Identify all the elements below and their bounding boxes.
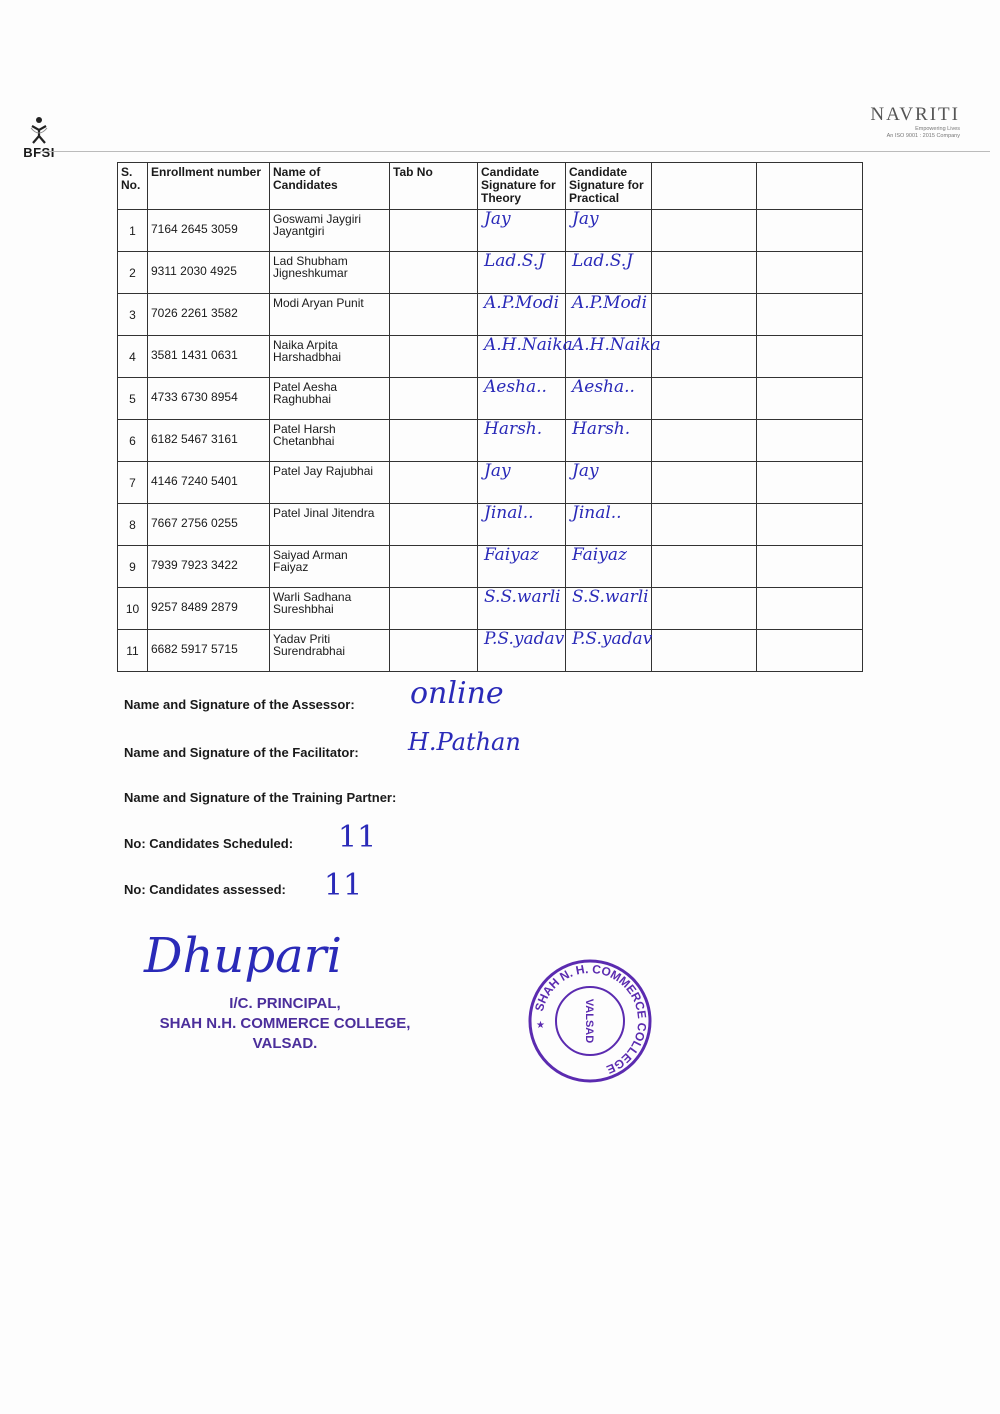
svg-text:VALSAD: VALSAD <box>583 998 595 1044</box>
bfsi-logo <box>14 116 64 160</box>
enrollment-cell: 6682 5917 5715 <box>148 630 270 672</box>
table-row <box>118 378 863 420</box>
sno-cell: 9 <box>118 546 148 588</box>
theory-signature-cell <box>478 294 566 336</box>
blank-cell <box>652 588 757 630</box>
blank-cell <box>757 630 863 672</box>
theory-signature-cell <box>478 335 573 378</box>
handwritten-signature: Jinal.. <box>484 503 534 523</box>
table-row <box>118 588 863 630</box>
candidate-name-cell: Naika Arpita Harshadbhai <box>270 336 390 378</box>
navriti-logo-text: NAVRITI <box>870 104 960 125</box>
practical-signature-cell <box>566 210 652 252</box>
handwritten-signature: Lad.S.J <box>484 251 545 271</box>
candidate-name-cell: Warli Sadhana Sureshbhai <box>270 588 390 630</box>
blank-cell <box>652 420 757 462</box>
col-header-tab: Tab No <box>390 163 478 210</box>
handwritten-signature: Jinal.. <box>572 503 622 523</box>
handwritten-signature: Aesha.. <box>572 377 635 397</box>
table-row <box>118 210 863 252</box>
tab-no-cell <box>390 252 478 294</box>
candidate-name-cell: Patel Jinal Jitendra <box>270 504 390 546</box>
enrollment-cell: 4146 7240 5401 <box>148 462 270 504</box>
enrollment-cell: 7667 2756 0255 <box>148 504 270 546</box>
candidate-name-cell: Goswami Jaygiri Jayantgiri <box>270 210 390 252</box>
bfsi-logo-text: BFSI <box>23 145 55 160</box>
handwritten-signature: Jay <box>572 209 599 229</box>
sno-cell: 1 <box>118 210 148 252</box>
sno-cell: 8 <box>118 504 148 546</box>
blank-cell <box>757 294 863 336</box>
blank-cell <box>757 462 863 504</box>
theory-signature-cell <box>478 546 566 588</box>
candidate-name-cell: Patel Jay Rajubhai <box>270 462 390 504</box>
table-row <box>118 504 863 546</box>
enrollment-cell: 4733 6730 8954 <box>148 378 270 420</box>
blank-cell <box>757 252 863 294</box>
blank-cell <box>652 504 757 546</box>
sno-cell: 11 <box>118 630 148 672</box>
enrollment-cell: 3581 1431 0631 <box>148 336 270 378</box>
assessor-signature: online <box>410 676 504 711</box>
handwritten-signature: Faiyaz <box>572 545 627 565</box>
handwritten-signature: P.S.yadav <box>572 629 653 649</box>
col-header-theory-signature: Candidate Signature for Theory <box>478 163 566 210</box>
handwritten-signature: Jay <box>572 461 599 481</box>
tab-no-cell <box>390 462 478 504</box>
col-header-name: Name of Candidates <box>270 163 390 210</box>
blank-cell <box>757 504 863 546</box>
sno-cell: 4 <box>118 336 148 378</box>
tab-no-cell <box>390 546 478 588</box>
candidate-name-cell: Saiyad Arman Faiyaz <box>270 546 390 588</box>
theory-signature-cell <box>478 252 566 294</box>
practical-signature-cell <box>566 462 652 504</box>
col-header-sno: S. No. <box>118 163 148 210</box>
table-row <box>118 462 863 504</box>
col-header-enrollment: Enrollment number <box>148 163 270 210</box>
principal-signature: Dhupari <box>144 928 342 984</box>
bfsi-figure-icon <box>28 116 50 144</box>
candidate-name-cell: Modi Aryan Punit <box>270 294 390 336</box>
blank-cell <box>757 378 863 420</box>
header-divider <box>40 151 990 152</box>
blank-cell <box>757 588 863 630</box>
col-header-blank-2 <box>757 163 863 210</box>
sno-cell: 3 <box>118 294 148 336</box>
blank-cell <box>757 546 863 588</box>
table-row <box>118 420 863 462</box>
candidate-table <box>117 162 863 672</box>
table-row <box>118 630 863 672</box>
college-name: SHAH N.H. COMMERCE COLLEGE, <box>159 1015 411 1032</box>
scheduled-count: 11 <box>338 820 377 855</box>
enrollment-cell: 7026 2261 3582 <box>148 294 270 336</box>
enrollment-cell: 9311 2030 4925 <box>148 252 270 294</box>
handwritten-signature: A.P.Modi <box>484 293 560 313</box>
sno-cell: 6 <box>118 420 148 462</box>
theory-signature-cell <box>478 588 566 630</box>
practical-signature-cell <box>566 420 652 462</box>
enrollment-cell: 6182 5467 3161 <box>148 420 270 462</box>
blank-cell <box>757 210 863 252</box>
handwritten-signature: Jay <box>484 209 511 229</box>
handwritten-signature: Harsh. <box>572 419 631 439</box>
blank-cell <box>652 630 757 672</box>
practical-signature-cell <box>566 294 652 336</box>
blank-cell <box>652 378 757 420</box>
sno-cell: 2 <box>118 252 148 294</box>
table-row <box>118 546 863 588</box>
navriti-iso-text: An ISO 9001 : 2015 Company <box>886 133 960 139</box>
handwritten-signature: Aesha.. <box>484 377 547 397</box>
practical-signature-cell <box>566 378 652 420</box>
col-header-practical-signature: Candidate Signature for Practical <box>566 163 652 210</box>
table-row <box>118 294 863 336</box>
tab-no-cell <box>390 420 478 462</box>
handwritten-signature: P.S.yadav <box>484 629 565 649</box>
theory-signature-cell <box>478 630 566 672</box>
blank-cell <box>652 210 757 252</box>
enrollment-cell: 7939 7923 3422 <box>148 546 270 588</box>
practical-signature-cell <box>566 504 652 546</box>
sno-cell: 10 <box>118 588 148 630</box>
college-seal <box>520 958 660 1084</box>
candidate-name-cell: Lad Shubham Jigneshkumar <box>270 252 390 294</box>
practical-signature-cell <box>566 588 652 630</box>
candidate-name-cell: Patel Harsh Chetanbhai <box>270 420 390 462</box>
principal-title: I/C. PRINCIPAL, <box>229 995 341 1012</box>
blank-cell <box>652 336 757 378</box>
blank-cell <box>652 546 757 588</box>
enrollment-cell: 9257 8489 2879 <box>148 588 270 630</box>
blank-cell <box>652 294 757 336</box>
handwritten-signature: Jay <box>484 461 511 481</box>
principal-stamp <box>140 930 430 1070</box>
table-row <box>118 252 863 294</box>
tab-no-cell <box>390 588 478 630</box>
svg-text:★: ★ <box>536 1020 545 1031</box>
table-row <box>118 336 863 378</box>
handwritten-signature: Lad.S.J <box>572 251 633 271</box>
assessed-label: No: Candidates assessed: <box>124 882 286 897</box>
theory-signature-cell <box>478 420 566 462</box>
practical-signature-cell <box>566 630 652 672</box>
handwritten-signature: A.H.Naika <box>484 335 573 355</box>
theory-signature-cell <box>478 462 566 504</box>
college-seal-graphic <box>520 958 660 1084</box>
handwritten-signature: Harsh. <box>484 419 543 439</box>
practical-signature-cell <box>566 252 652 294</box>
handwritten-signature: S.S.warli <box>572 587 649 607</box>
navriti-tagline: Empowering Lives <box>915 126 960 132</box>
scheduled-label: No: Candidates Scheduled: <box>124 836 294 851</box>
blank-cell <box>652 462 757 504</box>
table-header-row <box>118 163 863 210</box>
practical-signature-cell <box>566 546 652 588</box>
training-partner-label: Name and Signature of the Training Partner: <box>124 790 397 805</box>
sno-cell: 7 <box>118 462 148 504</box>
blank-cell <box>757 420 863 462</box>
svg-text:SHAH N. H. COMMERCE COLLEGE: SHAH N. H. COMMERCE COLLEGE <box>532 961 650 1077</box>
blank-cell <box>652 252 757 294</box>
sno-cell: 5 <box>118 378 148 420</box>
candidate-name-cell: Yadav Priti Surendrabhai <box>270 630 390 672</box>
theory-signature-cell <box>478 210 566 252</box>
assessed-count: 11 <box>324 868 363 903</box>
college-city: VALSAD. <box>252 1035 318 1052</box>
enrollment-cell: 7164 2645 3059 <box>148 210 270 252</box>
tab-no-cell <box>390 210 478 252</box>
tab-no-cell <box>390 378 478 420</box>
table-body <box>118 210 863 672</box>
tab-no-cell <box>390 504 478 546</box>
theory-signature-cell <box>478 378 566 420</box>
facilitator-label: Name and Signature of the Facilitator: <box>124 745 359 760</box>
handwritten-signature: A.H.Naika <box>572 335 661 355</box>
tab-no-cell <box>390 336 478 378</box>
assessor-label: Name and Signature of the Assessor: <box>124 697 355 712</box>
handwritten-signature: A.P.Modi <box>572 293 648 313</box>
handwritten-signature: Faiyaz <box>484 545 539 565</box>
theory-signature-cell <box>478 504 566 546</box>
handwritten-signature: S.S.warli <box>484 587 561 607</box>
tab-no-cell <box>390 294 478 336</box>
blank-cell <box>757 336 863 378</box>
col-header-blank-1 <box>652 163 757 210</box>
practical-signature-cell <box>566 335 661 378</box>
navriti-logo <box>870 104 960 140</box>
tab-no-cell <box>390 630 478 672</box>
candidate-name-cell: Patel Aesha Raghubhai <box>270 378 390 420</box>
facilitator-signature: H.Pathan <box>408 728 521 756</box>
